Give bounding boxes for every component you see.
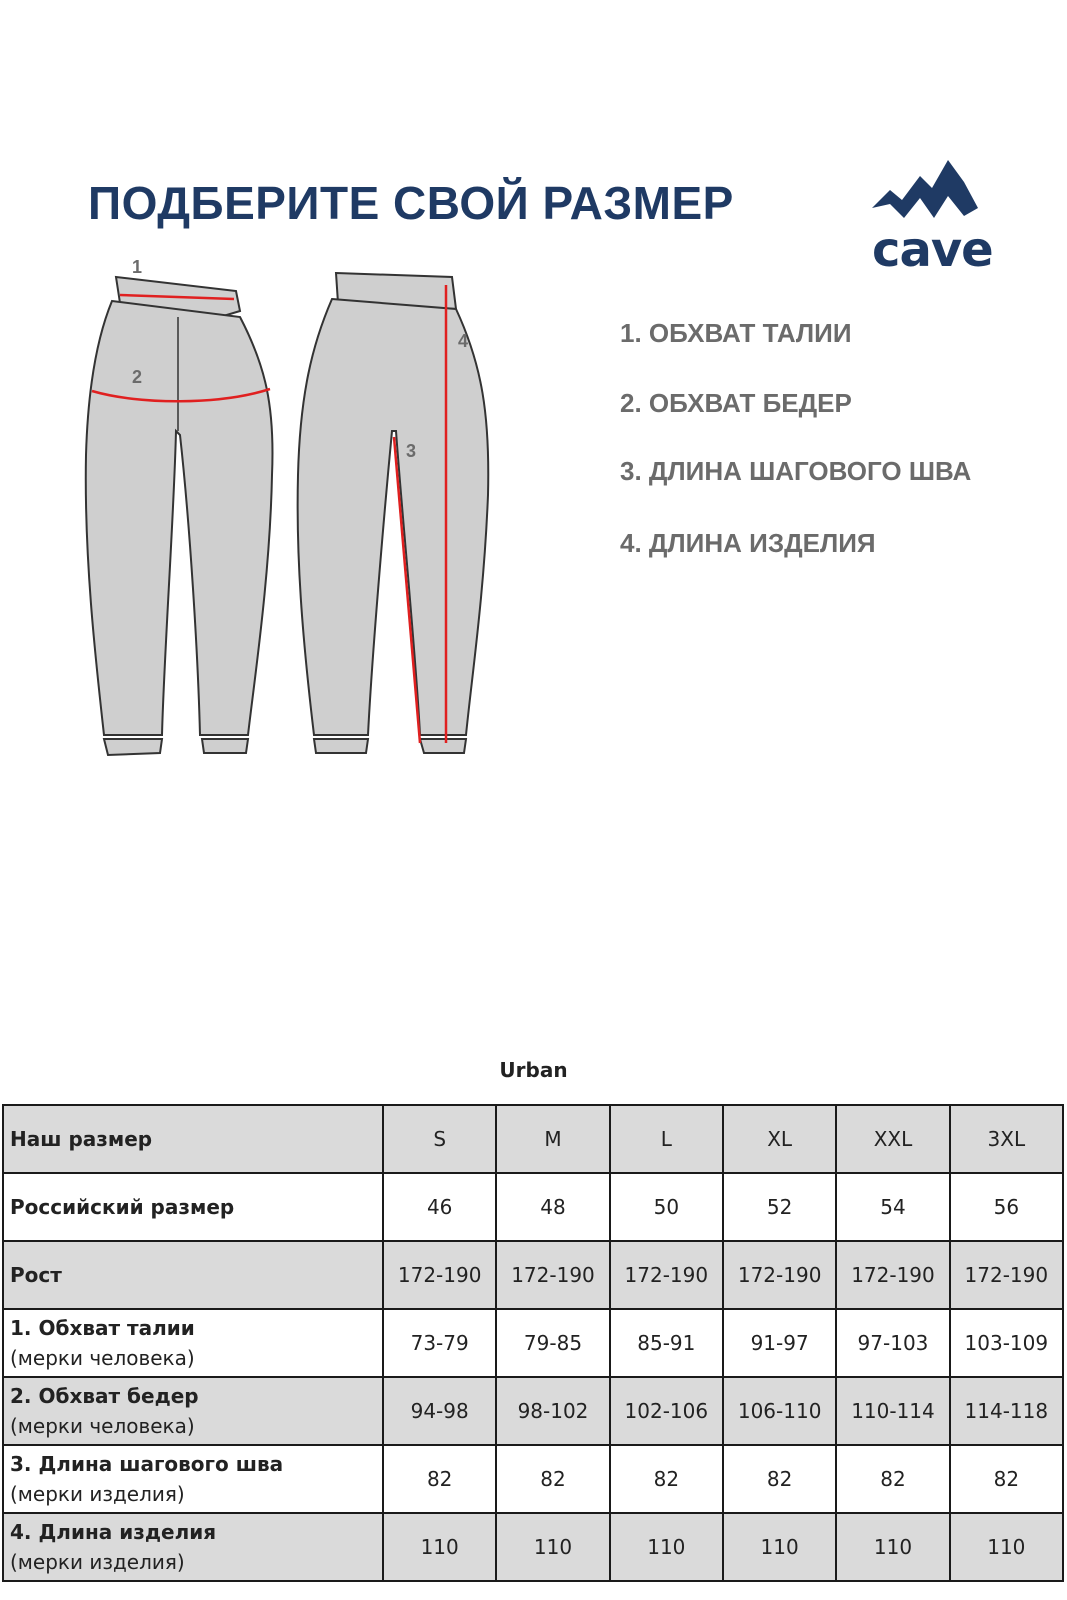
table-cell: 82 [496, 1445, 609, 1513]
table-cell: 82 [723, 1445, 836, 1513]
table-cell: 172-190 [610, 1241, 723, 1309]
table-cell: 82 [950, 1445, 1063, 1513]
table-cell: 102-106 [610, 1377, 723, 1445]
table-cell: 172-190 [723, 1241, 836, 1309]
table-row [3, 1445, 1063, 1513]
table-cell: 103-109 [950, 1309, 1063, 1377]
table-cell: 106-110 [723, 1377, 836, 1445]
table-row [3, 1241, 1063, 1309]
table-cell: 172-190 [836, 1241, 949, 1309]
size-table [2, 1104, 1064, 1582]
front-view [86, 257, 273, 755]
row-label: 1. Обхват талии [10, 1316, 195, 1340]
row-header [3, 1377, 383, 1445]
diagram-label-2: 2 [132, 367, 143, 387]
table-row [3, 1309, 1063, 1377]
table-cell: 110 [836, 1513, 949, 1581]
table-cell: 82 [836, 1445, 949, 1513]
logo-text: cave [872, 222, 993, 278]
table-cell: 110 [723, 1513, 836, 1581]
table-cell: 56 [950, 1173, 1063, 1241]
row-label: 2. Обхват бедер [10, 1384, 199, 1408]
row-label: Российский размер [10, 1195, 235, 1219]
row-header [3, 1173, 383, 1241]
table-cell: 50 [610, 1173, 723, 1241]
row-sublabel: (мерки изделия) [10, 1550, 185, 1574]
legend-item-inseam: 3. ДЛИНА ШАГОВОГО ШВА [620, 456, 972, 486]
table-cell: 110 [496, 1513, 609, 1581]
table-row [3, 1105, 1063, 1173]
row-sublabel: (мерки человека) [10, 1414, 195, 1438]
row-header [3, 1105, 383, 1173]
table-row [3, 1513, 1063, 1581]
table-cell: 48 [496, 1173, 609, 1241]
row-header [3, 1241, 383, 1309]
row-sublabel: (мерки изделия) [10, 1482, 185, 1506]
pants-diagram [80, 255, 520, 775]
table-cell: 110-114 [836, 1377, 949, 1445]
table-cell: 94-98 [383, 1377, 496, 1445]
row-header [3, 1445, 383, 1513]
table-cell: 46 [383, 1173, 496, 1241]
table-cell: 98-102 [496, 1377, 609, 1445]
table-row [3, 1173, 1063, 1241]
table-cell: 172-190 [950, 1241, 1063, 1309]
row-sublabel: (мерки человека) [10, 1346, 195, 1370]
table-cell: 54 [836, 1173, 949, 1241]
row-label: 3. Длина шагового шва [10, 1452, 284, 1476]
diagram-label-3: 3 [406, 441, 417, 461]
legend-item-waist: 1. ОБХВАТ ТАЛИИ [620, 318, 852, 348]
table-cell: 85-91 [610, 1309, 723, 1377]
table-cell: 73-79 [383, 1309, 496, 1377]
table-cell: 172-190 [383, 1241, 496, 1309]
table-cell: S [383, 1105, 496, 1173]
row-label: Рост [10, 1263, 62, 1287]
table-cell: 91-97 [723, 1309, 836, 1377]
row-header [3, 1513, 383, 1581]
table-cell: 3XL [950, 1105, 1063, 1173]
row-header [3, 1309, 383, 1377]
table-title: Urban [499, 1058, 568, 1082]
table-cell: 172-190 [496, 1241, 609, 1309]
legend-item-length: 4. ДЛИНА ИЗДЕЛИЯ [620, 528, 876, 558]
table-row [3, 1377, 1063, 1445]
back-view [298, 273, 489, 753]
table-cell: XXL [836, 1105, 949, 1173]
table-cell: XL [723, 1105, 836, 1173]
row-label: 4. Длина изделия [10, 1520, 217, 1544]
table-cell: 114-118 [950, 1377, 1063, 1445]
diagram-label-1: 1 [132, 257, 143, 277]
page-title: ПОДБЕРИТЕ СВОЙ РАЗМЕР [88, 177, 734, 229]
table-cell: 97-103 [836, 1309, 949, 1377]
table-cell: 110 [950, 1513, 1063, 1581]
table-cell: 110 [383, 1513, 496, 1581]
table-cell: L [610, 1105, 723, 1173]
diagram-label-4: 4 [458, 331, 469, 351]
table-cell: 82 [610, 1445, 723, 1513]
table-cell: 79-85 [496, 1309, 609, 1377]
table-cell: M [496, 1105, 609, 1173]
table-cell: 110 [610, 1513, 723, 1581]
row-label: Наш размер [10, 1127, 153, 1151]
legend-item-hips: 2. ОБХВАТ БЕДЕР [620, 388, 852, 418]
table-cell: 52 [723, 1173, 836, 1241]
table-cell: 82 [383, 1445, 496, 1513]
